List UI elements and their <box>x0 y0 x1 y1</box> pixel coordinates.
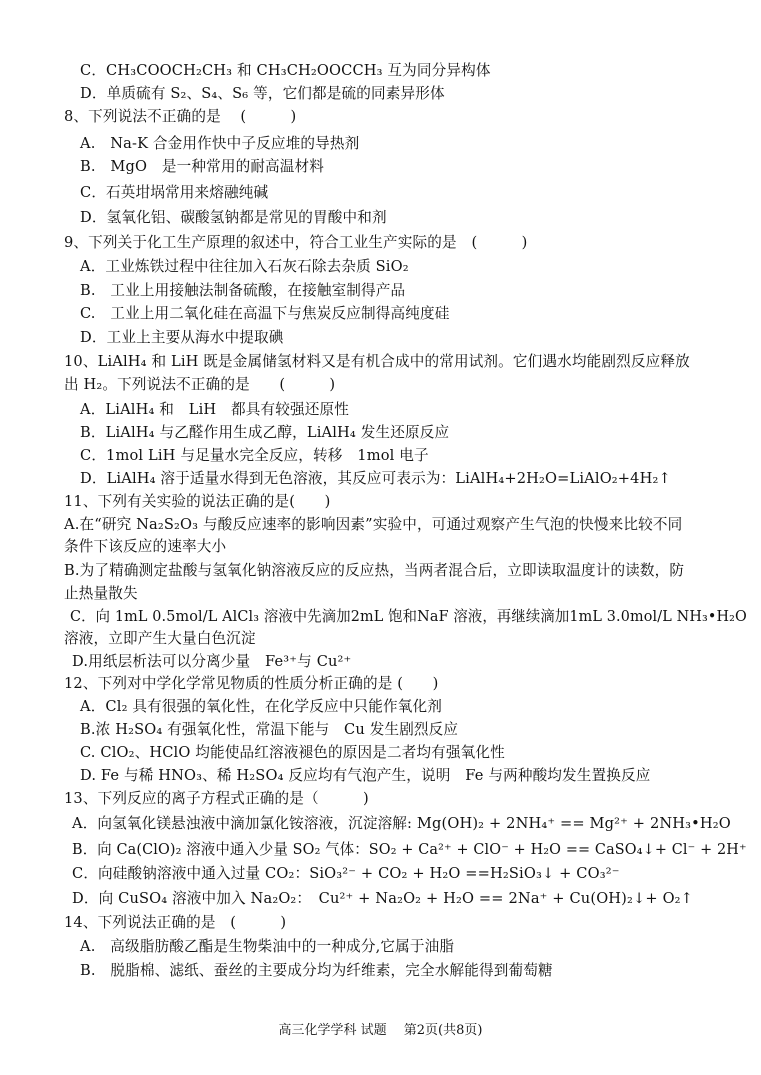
option-c: C．石英坩埚常用来熔融纯碱 <box>80 184 269 201</box>
question-8: 8、下列说法不正确的是 ( ) <box>64 108 297 125</box>
option-d: D．LiAlH₄ 溶于适量水得到无色溶液，其反应可表示为：LiAlH₄+2H₂O=LiAlO₂+4H₂↑ <box>80 470 671 487</box>
question-10: 10、LiAlH₄ 和 LiH 既是金属储氢材料又是有机合成中的常用试剂。它们遇水均能剧烈反应释放 <box>64 353 690 370</box>
option-b: B. 工业上用接触法制备硫酸，在接触室制得产品 <box>80 282 406 299</box>
option-a: A. 高级脂肪酸乙酯是生物柴油中的一种成分,它属于油脂 <box>80 938 455 955</box>
text-line: 溶液，立即产生大量白色沉淀 <box>64 630 256 647</box>
text-line: 出 H₂。下列说法不正确的是 ( ) <box>64 376 336 393</box>
option-d: D．氢氧化铝、碳酸氢钠都是常见的胃酸中和剂 <box>80 209 387 226</box>
option-c: C. ClO₂、HClO 均能使品红溶液褪色的原因是二者均有强氧化性 <box>80 744 505 761</box>
option-c: C. 工业上用二氧化硅在高温下与焦炭反应制得高纯度硅 <box>80 305 450 322</box>
text-line: C．CH₃COOCH₂CH₃ 和 CH₃CH₂OOCCH₃ 互为同分异构体 <box>80 62 491 79</box>
option-d: D.用纸层析法可以分离少量 Fe³⁺与 Cu²⁺ <box>72 653 352 670</box>
option-a: A.在“研究 Na₂S₂O₃ 与酸反应速率的影响因素”实验中，可通过观察产生气泡的快慢来比较不同 <box>64 516 683 533</box>
option-b: B.浓 H₂SO₄ 有强氧化性，常温下能与 Cu 发生剧烈反应 <box>80 721 459 738</box>
option-a: A. Na-K 合金用作快中子反应堆的导热剂 <box>80 135 360 152</box>
text-line: 止热量散失 <box>64 585 138 602</box>
option-b: B. 脱脂棉、滤纸、蚕丝的主要成分均为纤维素，完全水解能得到葡萄糖 <box>80 962 553 979</box>
page-footer: 高三化学学科 试题 第2页(共8页) <box>278 1023 483 1038</box>
option-c: C．1mol LiH 与足量水完全反应，转移 1mol 电子 <box>80 447 429 464</box>
option-d: D. Fe 与稀 HNO₃、稀 H₂SO₄ 反应均有气泡产生，说明 Fe 与两种酸均发生置换反应 <box>80 767 651 784</box>
question-9: 9、下列关于化工生产原理的叙述中，符合工业生产实际的是 ( ) <box>64 234 528 251</box>
option-b: B. MgO 是一种常用的耐高温材料 <box>80 158 325 175</box>
option-b: B．向 Ca(ClO)₂ 溶液中通入少量 SO₂ 气体：SO₂ + Ca²⁺ + ClO⁻ + H₂O == CaSO₄↓+ Cl⁻ + 2H⁺ <box>72 841 747 858</box>
option-a: A．LiAlH₄ 和 LiH 都具有较强还原性 <box>80 401 349 418</box>
option-a: A．Cl₂ 具有很强的氧化性，在化学反应中只能作氧化剂 <box>80 698 442 715</box>
option-a: A．工业炼铁过程中往往加入石灰石除去杂质 SiO₂ <box>80 258 409 275</box>
question-13: 13、下列反应的离子方程式正确的是（ ) <box>64 790 369 807</box>
option-c: C．向 1mL 0.5mol/L AlCl₃ 溶液中先滴加2mL 饱和NaF 溶液，再继续滴加1mL 3.0mol/L NH₃•H₂O <box>70 608 747 625</box>
option-d: D．工业上主要从海水中提取碘 <box>80 329 284 346</box>
option-b: B．LiAlH₄ 与乙醛作用生成乙醇，LiAlH₄ 发生还原反应 <box>80 424 450 441</box>
question-12: 12、下列对中学化学常见物质的性质分析正确的是 ( ) <box>64 675 439 692</box>
question-11: 11、下列有关实验的说法正确的是( ) <box>64 493 331 510</box>
option-d: D．向 CuSO₄ 溶液中加入 Na₂O₂： Cu²⁺ + Na₂O₂ + H₂O == 2Na⁺ + Cu(OH)₂↓+ O₂↑ <box>72 890 694 907</box>
text-line: D．单质硫有 S₂、S₄、S₆ 等，它们都是硫的同素异形体 <box>80 85 445 102</box>
option-b: B.为了精确测定盐酸与氢氧化钠溶液反应的反应热，当两者混合后，立即读取温度计的读数，防 <box>64 562 685 579</box>
option-a: A．向氢氧化镁悬浊液中滴加氯化铵溶液，沉淀溶解: Mg(OH)₂ + 2NH₄⁺ == Mg²⁺ + 2NH₃•H₂O <box>72 815 731 832</box>
text-line: 条件下该反应的速率大小 <box>64 538 227 555</box>
option-c: C．向硅酸钠溶液中通入过量 CO₂：SiO₃²⁻ + CO₂ + H₂O ==H₂SiO₃↓ + CO₃²⁻ <box>72 865 620 882</box>
question-14: 14、下列说法正确的是 ( ) <box>64 914 287 931</box>
